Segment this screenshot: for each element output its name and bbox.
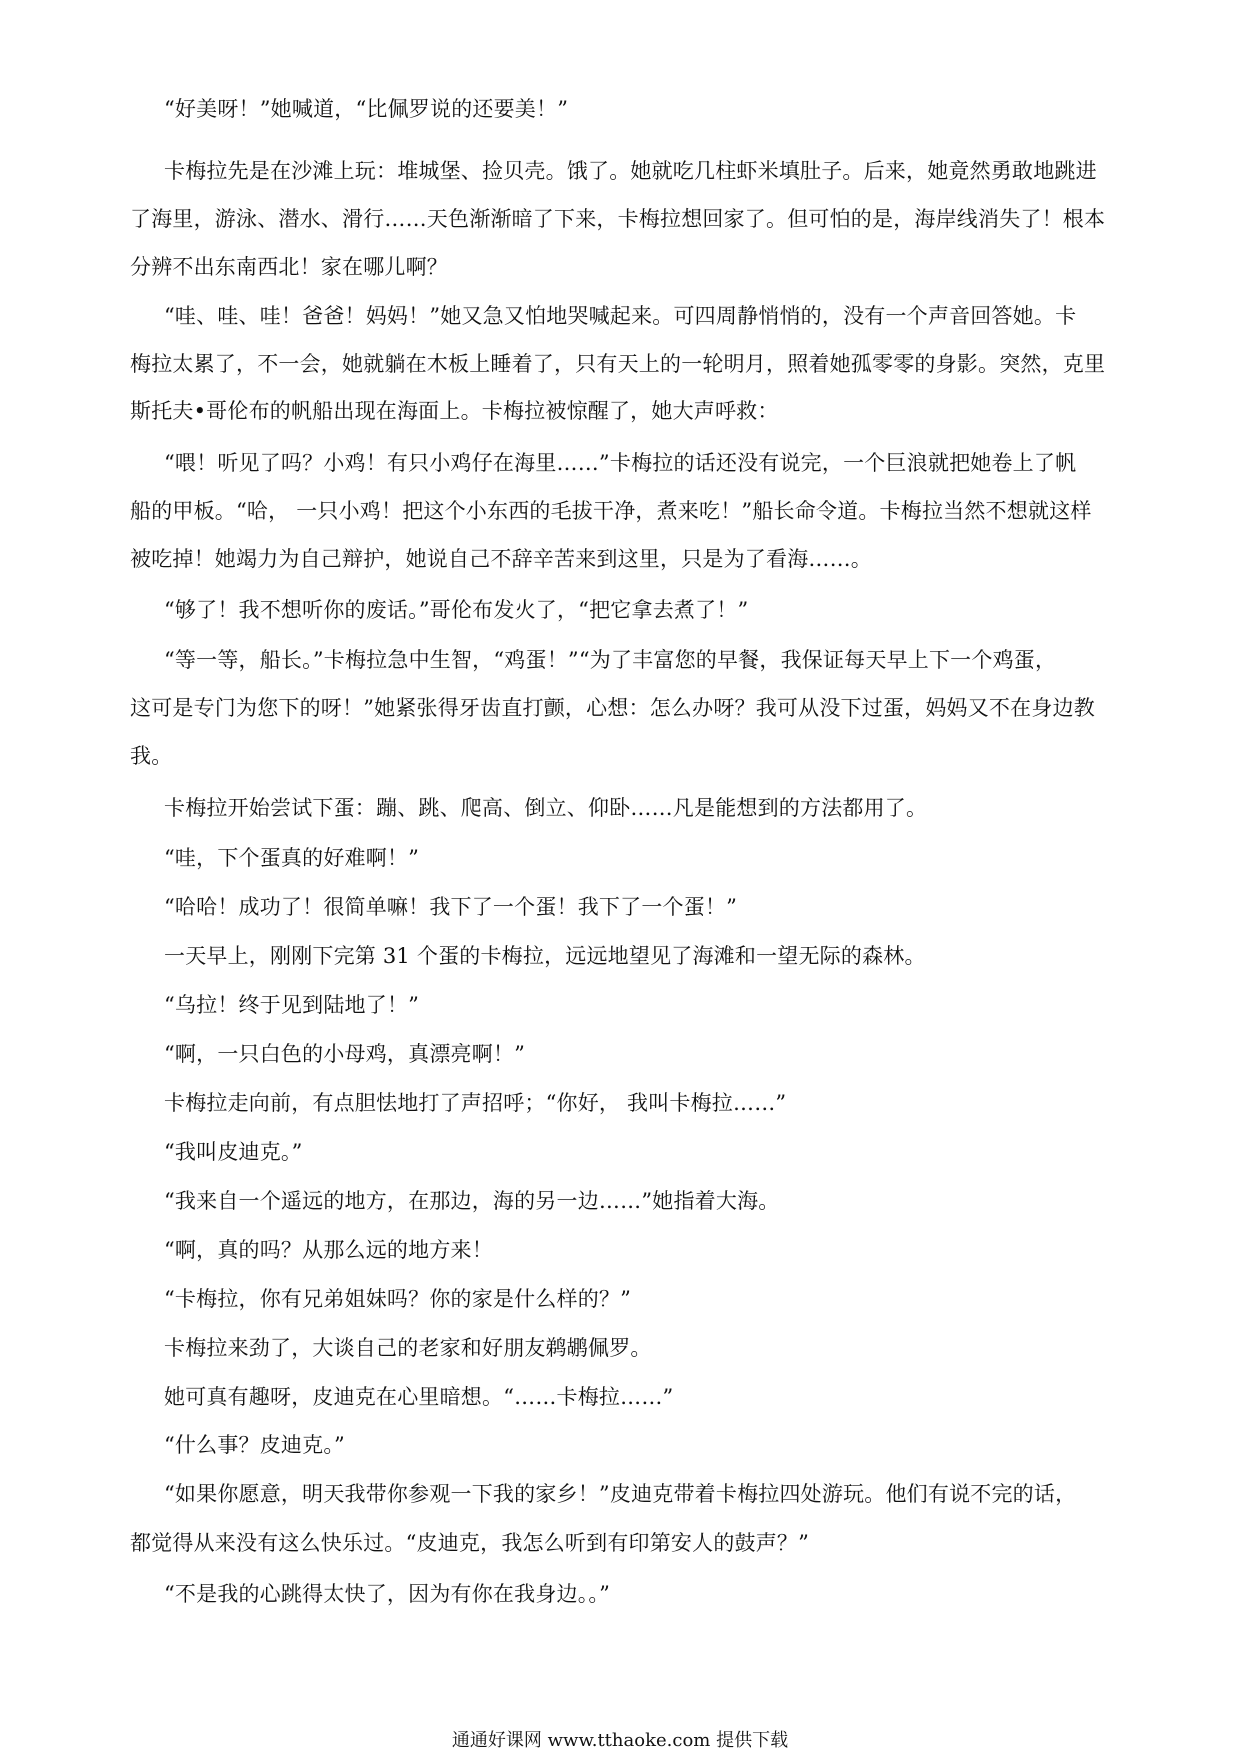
text-line: “我来自一个遥远的地方，在那边，海的另一边……”她指着大海。 <box>164 1189 780 1213</box>
text-line: 了海里，游泳、潜水、滑行……天色渐渐暗了下来，卡梅拉想回家了。但可怕的是，海岸线消失了！根本 <box>130 207 1106 231</box>
text-line: 梅拉太累了，不一会，她就躺在木板上睡着了，只有天上的一轮明月，照着她孤零零的身影。突然，克里 <box>130 352 1106 376</box>
text-line: “我叫皮迪克。” <box>164 1140 303 1164</box>
text-line: “什么事？皮迪克。” <box>164 1433 345 1457</box>
text-line: “哇，下个蛋真的好难啊！” <box>164 846 420 870</box>
text-line: 卡梅拉先是在沙滩上玩：堆城堡、捡贝壳。饿了。她就吃几柱虾米填肚子。后来，她竟然勇敢地跳进 <box>164 159 1097 183</box>
text-line: “不是我的心跳得太快了，因为有你在我身边。。” <box>164 1582 611 1606</box>
text-line: “好美呀！”她喊道，“比佩罗说的还要美！” <box>164 97 569 121</box>
text-line: 一天早上，刚刚下完第 31 个蛋的卡梅拉，远远地望见了海滩和一望无际的森林。 <box>164 944 926 968</box>
text-line: 被吃掉！她竭力为自己辩护，她说自己不辞辛苦来到这里，只是为了看海……。 <box>130 547 872 571</box>
text-line: 卡梅拉开始尝试下蛋：蹦、跳、爬高、倒立、仰卧……凡是能想到的方法都用了。 <box>164 796 928 820</box>
text-line: 我。 <box>130 744 173 768</box>
text-line: “啊，真的吗？从那么远的地方来！ <box>164 1238 493 1262</box>
text-line: “卡梅拉，你有兄弟姐妹吗？你的家是什么样的？” <box>164 1287 632 1311</box>
text-line: “啊，一只白色的小母鸡，真漂亮啊！” <box>164 1042 526 1066</box>
text-line: 分辨不出东南西北！家在哪儿啊？ <box>130 255 448 279</box>
text-line: 卡梅拉来劲了，大谈自己的老家和好朋友鹈鹕佩罗。 <box>164 1336 652 1360</box>
text-line: “如果你愿意，明天我带你参观一下我的家乡！”皮迪克带着卡梅拉四处游玩。他们有说不完的话， <box>164 1482 1077 1506</box>
text-line: “哈哈！成功了！很简单嘛！我下了一个蛋！我下了一个蛋！” <box>164 895 738 919</box>
text-line: 这可是专门为您下的呀！”她紧张得牙齿直打颤，心想：怎么办呀？我可从没下过蛋，妈妈又不在身边教 <box>130 696 1095 720</box>
text-line: 卡梅拉走向前，有点胆怯地打了声招呼；“你好， 我叫卡梅拉……” <box>164 1091 787 1115</box>
text-line: “等一等，船长。”卡梅拉急中生智，“鸡蛋！”“为了丰富您的早餐，我保证每天早上下一个鸡蛋， <box>164 648 1057 672</box>
text-line: 船的甲板。“哈， 一只小鸡！把这个小东西的毛拔干净，煮来吃！”船长命令道。卡梅拉当然不想就这样 <box>130 499 1092 523</box>
text-line: “乌拉！终于见到陆地了！” <box>164 993 420 1017</box>
text-line: “够了！我不想听你的废话。”哥伦布发火了，“把它拿去煮了！” <box>164 598 749 622</box>
text-line: “喂！听见了吗？小鸡！有只小鸡仔在海里……”卡梅拉的话还没有说完，一个巨浪就把她卷上了帆 <box>164 451 1077 475</box>
text-line: “哇、哇、哇！爸爸！妈妈！”她又急又怕地哭喊起来。可四周静悄悄的，没有一个声音回答她。卡 <box>164 304 1077 328</box>
footer-source-note: 通通好课网 www.tthaoke.com 提供下载 <box>451 1730 789 1751</box>
text-line: 都觉得从来没有这么快乐过。“皮迪克，我怎么听到有印第安人的鼓声？” <box>130 1531 810 1555</box>
text-line: 她可真有趣呀，皮迪克在心里暗想。“……卡梅拉……” <box>164 1385 674 1409</box>
text-line: 斯托夫•哥伦布的帆船出现在海面上。卡梅拉被惊醒了，她大声呼救： <box>130 399 779 423</box>
